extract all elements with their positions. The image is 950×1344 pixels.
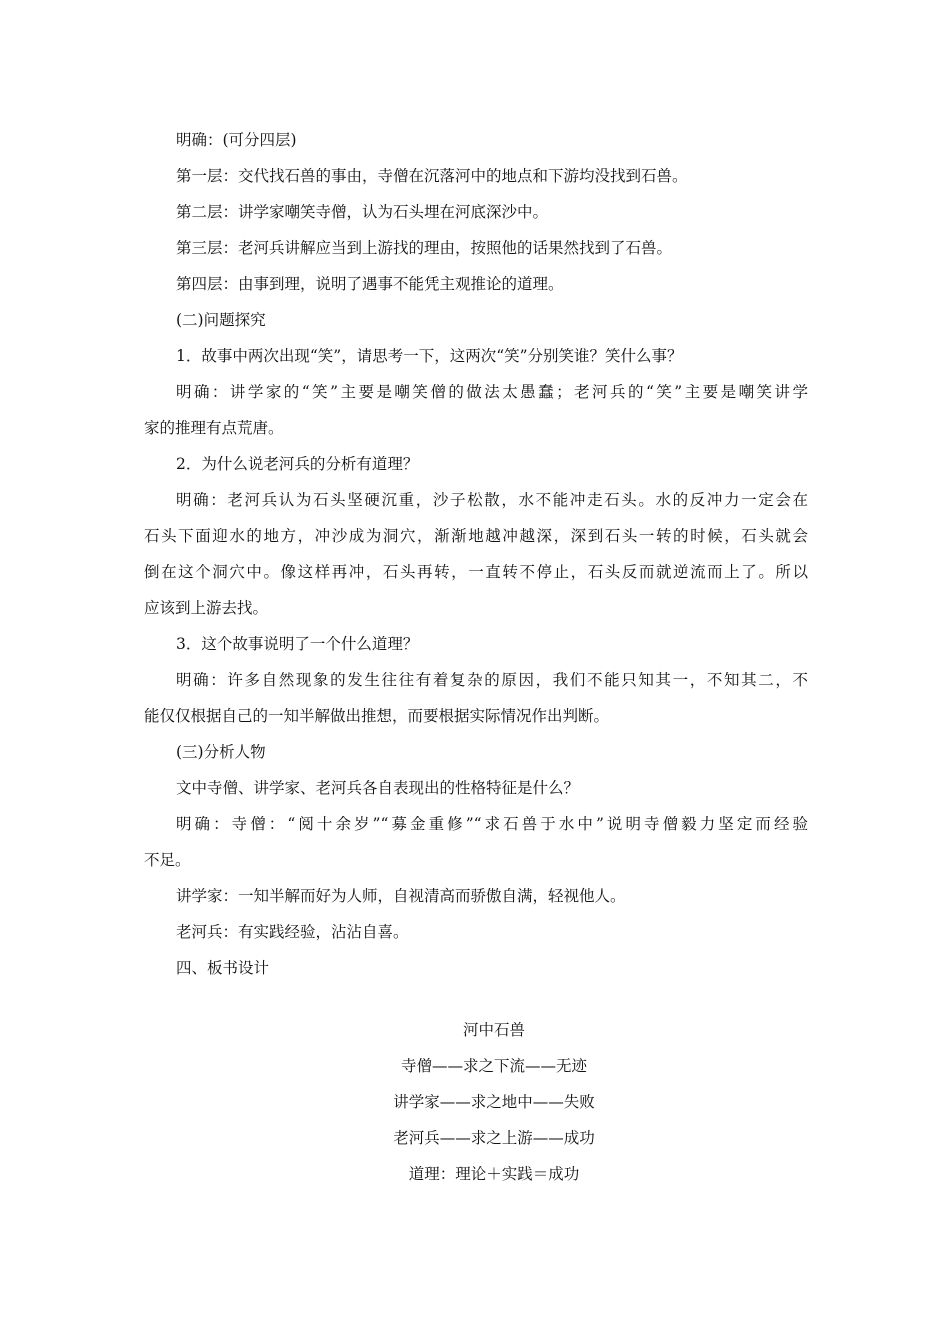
blackboard-design — [144, 1012, 844, 1192]
paragraph-line: 第四层：由事到理，说明了遇事不能凭主观推论的道理。 — [176, 275, 564, 293]
paragraph-line: 明确：老河兵认为石头坚硬沉重，沙子松散，水不能冲走石头。水的反冲力一定会在 — [176, 491, 808, 509]
board-row: 道理：理论＋实践＝成功 — [408, 1165, 580, 1183]
paragraph-line: 第三层：老河兵讲解应当到上游找的理由，按照他的话果然找到了石兽。 — [176, 239, 673, 257]
paragraph-continuation: 不足。 — [144, 851, 191, 869]
paragraph-line: 明确：讲学家的“笑”主要是嘲笑僧的做法太愚蠢；老河兵的“笑”主要是嘲笑讲学 — [176, 383, 808, 401]
paragraph-line: 第二层：讲学家嘲笑寺僧，认为石头埋在河底深沙中。 — [176, 203, 549, 221]
board-row: 讲学家——求之地中——失败 — [393, 1093, 595, 1111]
paragraph-line: 文中寺僧、讲学家、老河兵各自表现出的性格特征是什么？ — [176, 779, 580, 797]
paragraph-line: 1．故事中两次出现“笑”，请思考一下，这两次“笑”分别笑谁？笑什么事？ — [176, 347, 683, 365]
paragraph-line: 讲学家：一知半解而好为人师，自视清高而骄傲自满，轻视他人。 — [176, 887, 626, 905]
paragraph-line: 明确：许多自然现象的发生往往有着复杂的原因，我们不能只知其一，不知其二，不 — [176, 671, 808, 689]
paragraph-continuation: 家的推理有点荒唐。 — [144, 419, 284, 437]
lesson-body — [144, 122, 808, 986]
paragraph-continuation: 石头下面迎水的地方，冲沙成为洞穴，渐渐地越冲越深，深到石头一转的时候，石头就会 — [144, 527, 808, 545]
paragraph-line: 老河兵：有实践经验，沾沾自喜。 — [176, 923, 409, 941]
paragraph-line: 2．为什么说老河兵的分析有道理？ — [176, 455, 419, 473]
board-row: 老河兵——求之上游——成功 — [393, 1129, 595, 1147]
board-row: 寺僧——求之下流——无迹 — [400, 1057, 587, 1075]
paragraph-line: (二)问题探究 — [176, 311, 266, 329]
board-title: 河中石兽 — [462, 1021, 525, 1039]
paragraph-line: 第一层：交代找石兽的事由，寺僧在沉落河中的地点和下游均没找到石兽。 — [176, 167, 688, 185]
paragraph-continuation: 能仅仅根据自己的一知半解做出推想，而要根据实际情况作出判断。 — [144, 707, 610, 725]
paragraph-continuation: 倒在这个洞穴中。像这样再冲，石头再转，一直转不停止，石头反而就逆流而上了。所以 — [144, 563, 808, 581]
paragraph-continuation: 应该到上游去找。 — [144, 599, 269, 617]
paragraph-line: 明确：寺僧：“阅十余岁”“募金重修”“求石兽于水中”说明寺僧毅力坚定而经验 — [176, 815, 808, 833]
paragraph-line: 3．这个故事说明了一个什么道理？ — [176, 635, 419, 653]
paragraph-line: (三)分析人物 — [176, 743, 266, 761]
paragraph-line: 明确：(可分四层) — [176, 131, 297, 149]
paragraph-line: 四、板书设计 — [176, 959, 270, 977]
